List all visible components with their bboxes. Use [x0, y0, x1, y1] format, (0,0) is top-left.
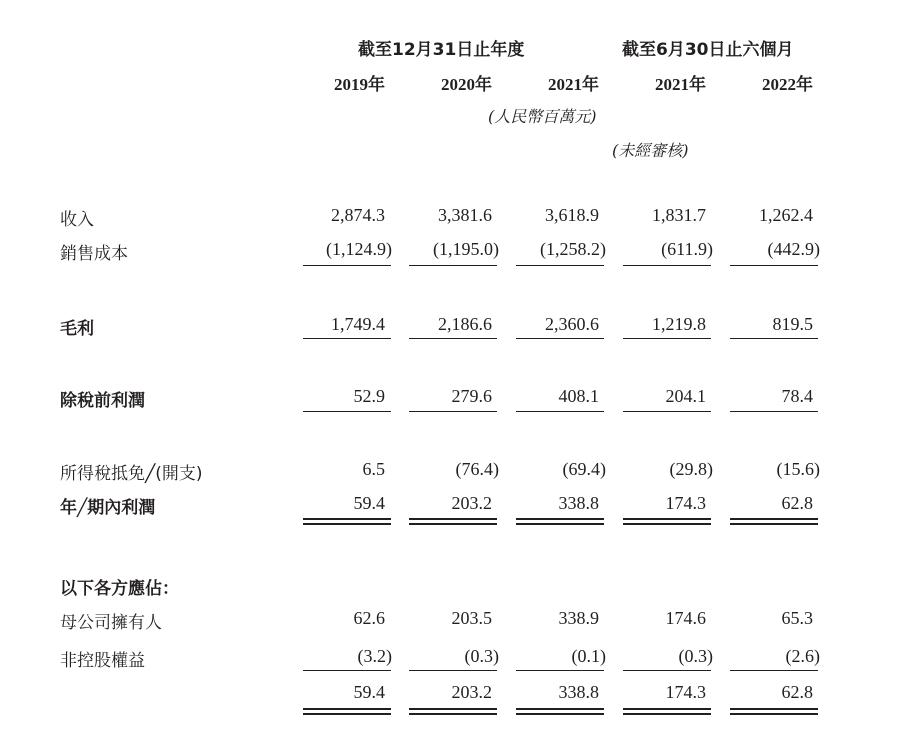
cell-value: (1,124.9): [326, 239, 392, 259]
cell-value: 59.4: [353, 682, 385, 702]
cell-value: 62.8: [781, 493, 813, 513]
cell-value: 819.5: [772, 314, 813, 334]
row-label-profit-before-tax: 除稅前利潤: [60, 391, 145, 411]
cell-value: 203.5: [451, 608, 492, 628]
cell-value: (0.3): [464, 646, 499, 666]
double-underline: [730, 708, 818, 715]
cell-value: (0.3): [678, 646, 713, 666]
cell-value: 2,186.6: [438, 314, 492, 334]
row-label-gross-profit: 毛利: [60, 319, 94, 339]
header-period-fiscal-year: 截至12月31日止年度: [358, 40, 525, 60]
double-underline: [303, 518, 391, 525]
cell-value: 204.1: [665, 386, 706, 406]
row-label-cost-of-sales: 銷售成本: [60, 244, 128, 264]
double-underline: [623, 518, 711, 525]
underline: [623, 670, 711, 671]
cell-value: (2.6): [785, 646, 820, 666]
row-label-non-controlling-interests: 非控股權益: [60, 651, 145, 671]
cell-value: 174.3: [665, 682, 706, 702]
cell-value: 174.6: [665, 608, 706, 628]
cell-value: 338.8: [558, 682, 599, 702]
unaudited-note: (未經審核): [612, 141, 689, 160]
double-underline: [516, 708, 604, 715]
cell-value: 408.1: [558, 386, 599, 406]
cell-value: 3,381.6: [438, 205, 492, 225]
cell-value: 52.9: [353, 386, 385, 406]
underline: [409, 670, 497, 671]
double-underline: [623, 708, 711, 715]
cell-value: (76.4): [455, 459, 499, 479]
underline: [303, 338, 391, 339]
row-label-owners-of-parent: 母公司擁有人: [60, 613, 162, 633]
row-label-profit-for-period: 年╱期內利潤: [60, 498, 156, 518]
underline: [516, 670, 604, 671]
cell-value: 78.4: [781, 386, 813, 406]
cell-value: (1,195.0): [433, 239, 499, 259]
double-underline: [730, 518, 818, 525]
cell-value: (0.1): [571, 646, 606, 666]
underline: [730, 265, 818, 266]
header-year-2021: 2021年: [548, 75, 599, 94]
currency-note: (人民幣百萬元): [488, 107, 597, 126]
cell-value: (69.4): [562, 459, 606, 479]
cell-value: 65.3: [781, 608, 813, 628]
cell-value: 6.5: [362, 459, 385, 479]
underline: [516, 265, 604, 266]
cell-value: 3,618.9: [545, 205, 599, 225]
underline: [409, 411, 497, 412]
cell-value: 1,831.7: [652, 205, 706, 225]
underline: [623, 265, 711, 266]
header-year-2020: 2020年: [441, 75, 492, 94]
underline: [303, 265, 391, 266]
underline: [516, 338, 604, 339]
underline: [409, 338, 497, 339]
underline: [303, 411, 391, 412]
underline: [516, 411, 604, 412]
cell-value: (15.6): [776, 459, 820, 479]
underline: [730, 338, 818, 339]
row-label-attributable-to: 以下各方應佔：: [60, 579, 179, 599]
row-label-income-tax: 所得稅抵免╱(開支): [60, 464, 203, 484]
header-year-2019: 2019年: [334, 75, 385, 94]
underline: [409, 265, 497, 266]
double-underline: [303, 708, 391, 715]
cell-value: 1,749.4: [331, 314, 385, 334]
header-year-2021-half: 2021年: [655, 75, 706, 94]
cell-value: 62.8: [781, 682, 813, 702]
double-underline: [516, 518, 604, 525]
double-underline: [409, 518, 497, 525]
underline: [730, 411, 818, 412]
cell-value: (442.9): [767, 239, 820, 259]
row-label-revenue: 收入: [60, 210, 94, 230]
cell-value: 203.2: [451, 682, 492, 702]
underline: [623, 338, 711, 339]
cell-value: 338.8: [558, 493, 599, 513]
header-year-2022-half: 2022年: [762, 75, 813, 94]
cell-value: (1,258.2): [540, 239, 606, 259]
underline: [303, 670, 391, 671]
cell-value: (29.8): [669, 459, 713, 479]
cell-value: (611.9): [661, 239, 713, 259]
cell-value: 1,262.4: [759, 205, 813, 225]
header-period-six-months: 截至6月30日止六個月: [622, 40, 794, 60]
cell-value: 2,874.3: [331, 205, 385, 225]
cell-value: 62.6: [353, 608, 385, 628]
cell-value: 1,219.8: [652, 314, 706, 334]
underline: [623, 411, 711, 412]
cell-value: (3.2): [357, 646, 392, 666]
double-underline: [409, 708, 497, 715]
cell-value: 2,360.6: [545, 314, 599, 334]
cell-value: 279.6: [451, 386, 492, 406]
cell-value: 174.3: [665, 493, 706, 513]
cell-value: 338.9: [558, 608, 599, 628]
cell-value: 203.2: [451, 493, 492, 513]
cell-value: 59.4: [353, 493, 385, 513]
underline: [730, 670, 818, 671]
